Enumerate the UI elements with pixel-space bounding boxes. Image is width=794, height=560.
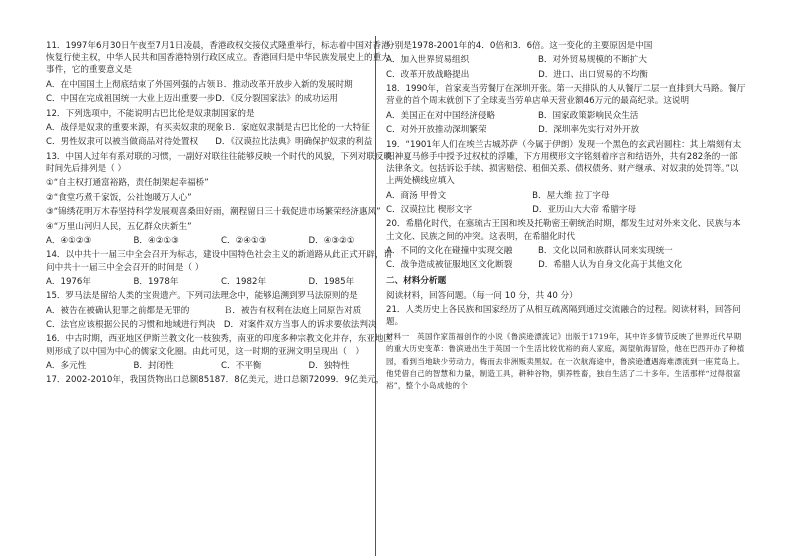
option-c: C．1982年 [221,276,267,287]
question-17-options-cd: C．改革开放战略提出 D．进口、出口贸易的不均衡 [386,69,648,80]
question-16: 16．中古时期，西亚地区伊斯兰教文化一枝独秀，南亚的印度多种宗教文化并存，东亚地区则形成了以中国为中心的儒家文化圈。由此可见，这一时期的亚洲文明呈现出（ ） [46,334,393,357]
question-11-options-ab: A．在中国国土上彻底结束了外国列强的占领Ｂ．推动改革开放步入新的发展时期 [46,79,353,90]
question-12-options-cd: C．男性奴隶可以被当做商品对待处置权 D．《汉谟拉比法典》明确保护奴隶的利益 [46,137,373,148]
option-a: A．1976年 [46,276,91,287]
question-19-options-ab: A．商汤 甲骨文 B．屋大维 拉丁字母 [386,190,610,201]
section-instruction: 阅读材料，回答问题。（每一问 10 分，共 40 分） [386,290,578,301]
question-20-options-cd: C．战争造成被征服地区文化断裂 D．希腊人认为自身文化高于其他文化 [386,260,683,271]
couplet-1: ①“自主权打通富裕路，责任制架起幸福桥” [46,178,209,189]
question-13-options [46,235,396,247]
right-column [386,40,746,395]
question-17-continued: 分别是1978-2001年的4．0倍和3．6倍。这一变化的主要原因是中国 [386,41,653,51]
option-b: B．1978年 [133,276,179,287]
question-20: 20．希腊化时代，在塞琉古王国和埃及托勒密王朝统治时期，都发生过对外来文化、民族与本土文化、民族之间的冲突。这表明，在希腊化时代 [386,219,741,242]
option-d: D．独特性 [308,361,350,372]
question-20-options-ab: A．不同的文化在碰撞中实现交融 B．文化以同和族群认同来实现统一 [386,245,673,256]
option-d: D．1985年 [308,276,355,287]
option-c: C．②④①③ [221,235,267,246]
question-12-options-ab: A．战俘是奴隶的重要来源，有买卖奴隶的现象Ｂ．家庭奴隶制是古巴比伦的一大特征 [46,122,370,133]
question-15: 15．罗马法是留给人类的宝贵遗产。下列司法理念中，能够追溯到罗马法原则的是 [46,291,358,302]
couplet-2: ②“食堂巧煮千家饭，公社饱暖万人心” [46,192,192,203]
question-15-options-ab: A．被告在被确认犯罪之前都是无罪的 Ｂ．被告有权利在法庭上同原告对质 [46,305,362,316]
option-d: D．④③②① [308,235,355,246]
question-19-options-cd: C．汉谟拉比 楔形文字 D．亚历山大大帝 希腊字母 [386,204,637,215]
option-c: C．不平衡 [221,361,262,372]
material-one: 材料一 英国作家笛福创作的小说《鲁滨逊漂流记》出版于1719年，其中许多情节反映了世界近代早期的重大历史变革：鲁滨逊出生于英国一个生活比较优裕的商人家庭，渴望航海冒险，他在巴西开办了种植园，看到当地缺少劳动力，梅而去非洲贩卖黑奴。在一次航海途中，鲁滨逊遭遇海难漂流到一座荒岛上。他凭借自己的智慧和力量，制造工具，耕种谷物，驯养牲畜，独自生活了二十多年。生活那样“过得很富裕”，整个小岛成他的个 [386,331,745,391]
question-15-options-cd: C．法官应该根据公民的习惯和地域进行判决 D．对案件双方当事人的诉求要依法判决 [46,320,377,331]
option-a: A．多元性 [46,361,87,372]
question-18-options-cd: C．对外开放推动深圳繁荣 D．深圳率先实行对外开放 [386,125,640,136]
question-16-options [46,360,396,372]
question-19: 19．“1901年人们在埃兰古城苏萨（今属于伊朗）发现一个黑色的玄武岩圆柱：其上端刻有太阳神夏马修手中授予过权杖的浮雕，下方用楔形文字铭刻着序言和结语外，共有282条的一部法律条文。包括诉讼手续、损害赔偿、租佃关系、债权债务、财产继承、对奴隶的处罚等。”以上两处横线应填入 [386,139,742,187]
left-column [46,40,396,389]
couplet-4: ④“万里山河归人民，五亿群众庆新生” [46,221,192,232]
question-18-options-ab: A．美国正在对中国经济侵略 B．国家政策影响民众生活 [386,110,639,121]
couplet-3: ③“锦绣花明万木春坚持科学发展观喜桑田好雨，潮程留日三十载促进市场繁荣经济惠风” [46,207,381,218]
question-11: 11．1997年6月30日午夜至7月1日凌晨，香港政权交接仪式隆重举行，标志着中国对香港恢复行使主权，中华人民共和国香港特别行政区成立。香港回归是中华民族发展史上的重大事件，它的重要意义是 [46,41,390,76]
question-17: 17．2002-2010年，我国货物出口总额85187．8亿美元，进口总额72099．9亿美元， [46,375,385,386]
question-17-options-ab: A．加入世界贸易组织 B．对外贸易规模的不断扩大 [386,55,647,66]
question-21: 21．人类历史上各民族和国家经历了从相互疏离隔到通过交流融合的过程。阅读材料，回答问题。 [386,305,741,328]
question-12: 12．下列选项中，不能说明古巴比伦是奴隶制国家的是 [46,108,255,119]
question-14-options [46,276,396,288]
option-b: B．④②①③ [133,235,179,246]
question-18: 18．1990年，首家麦当劳餐厅在深圳开张。第一天排队的人从餐厅二层一直排到大马路。餐厅营业的首个周末就创下了全球麦当劳单店单天营业额46万元的最高纪录。这说明 [386,84,746,107]
question-13: 13．中国人过年有系对联的习惯，一副好对联往往能够反映一个时代的风貌，下列对联反映时间先后排列是（ ） [46,151,393,174]
option-b: B．封闭性 [133,361,174,372]
option-a: A．④①②③ [46,235,92,246]
question-11-options-cd: C．中国在完成祖国统一大业上迈出重要一步D．《反分裂国家法》的成功运用 [46,94,338,105]
section-heading: 二、材料分析题 [386,275,447,286]
question-14: 14．以中共十一届三中全会召开为标志，建设中国特色社会主义的新道路从此正式开辟，请问中共十一届三中全会召开的时间是（ ） [46,250,393,273]
